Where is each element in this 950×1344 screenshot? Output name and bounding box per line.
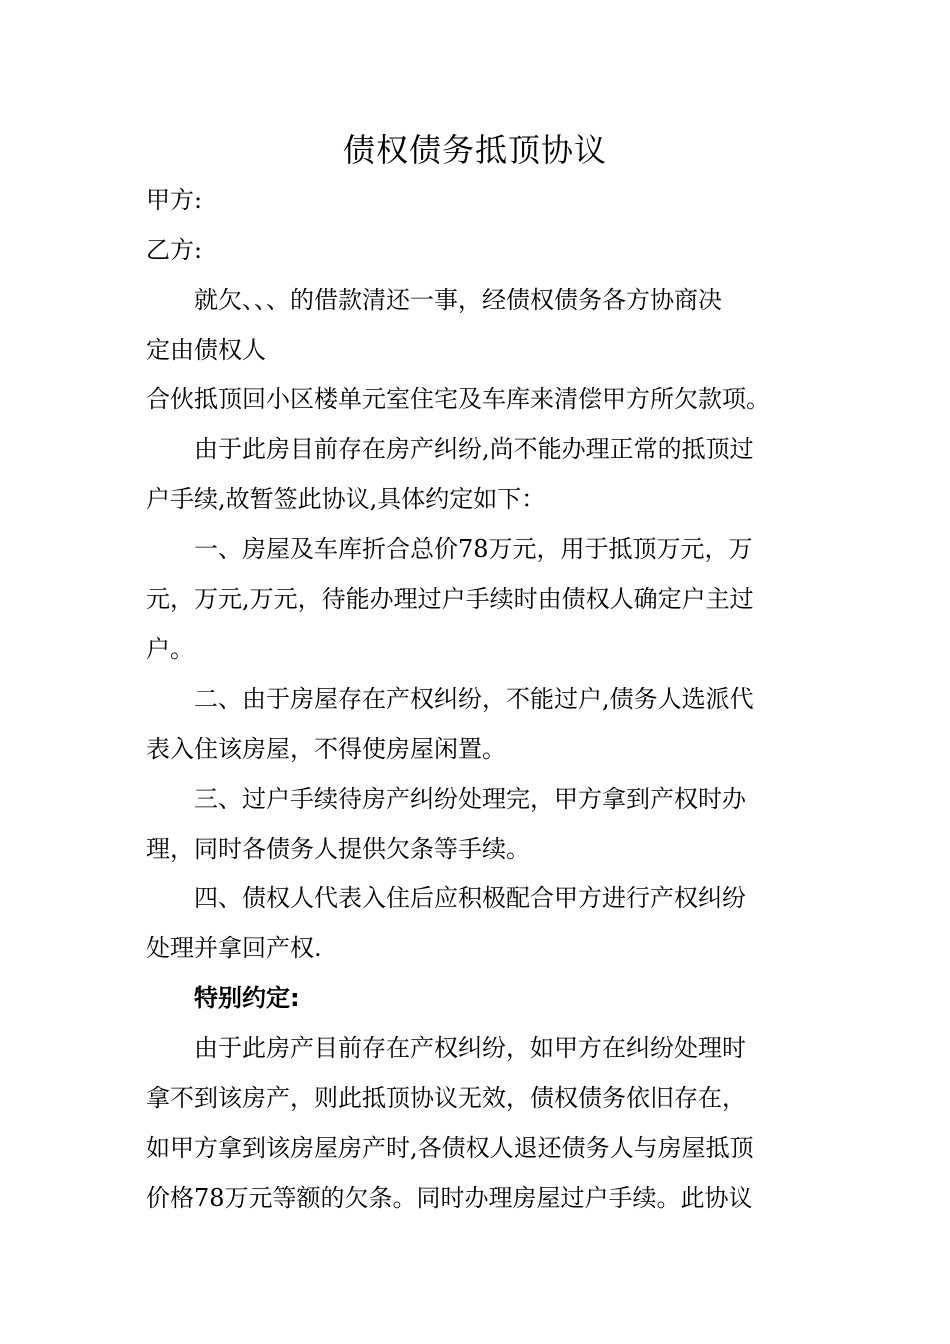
body-line: 如甲方拿到该房屋房产时,各债权人退还债务人与房屋抵顶 xyxy=(146,1134,754,1162)
body-line: 户手续,故暂签此协议,具体约定如下： xyxy=(146,485,546,513)
body-line: 表入住该房屋，不得使房屋闲置。 xyxy=(146,735,506,763)
party-b-label: 乙方: xyxy=(146,236,203,264)
body-line: 户。 xyxy=(146,635,194,663)
clause-1: 一、房屋及车库折合总价78万元，用于抵顶万元，万 xyxy=(194,535,753,563)
body-line: 就欠、、、的借款清还一事，经债权债务各方协商决 xyxy=(194,286,722,314)
body-line: 合伙抵顶回小区楼单元室住宅及车库来清偿甲方所欠款项。 xyxy=(146,385,770,413)
clause-3: 三、过户手续待房产纠纷处理完，甲方拿到产权时办 xyxy=(194,785,746,813)
special-terms-heading: 特别约定: xyxy=(194,984,300,1012)
clause-2: 二、由于房屋存在产权纠纷，不能过户,债务人选派代 xyxy=(194,685,754,713)
document-title: 债权债务抵顶协议 xyxy=(342,131,607,169)
body-line: 元，万元,万元，待能办理过户手续时由债权人确定户主过 xyxy=(146,585,754,613)
body-line: 由于此房目前存在房产纠纷,尚不能办理正常的抵顶过 xyxy=(194,435,754,463)
body-line: 价格78万元等额的欠条。同时办理房屋过户手续。此协议 xyxy=(146,1184,753,1212)
body-line: 拿不到该房产，则此抵顶协议无效，债权债务依旧存在， xyxy=(146,1084,746,1112)
clause-4: 四、债权人代表入住后应积极配合甲方进行产权纠纷 xyxy=(194,884,746,912)
body-line: 定由债权人 xyxy=(146,336,266,364)
party-a-label: 甲方: xyxy=(146,186,203,214)
body-line: 由于此房产目前存在产权纠纷，如甲方在纠纷处理时 xyxy=(194,1034,746,1062)
body-line: 理，同时各债务人提供欠条等手续。 xyxy=(146,835,530,863)
body-line: 处理并拿回产权. xyxy=(146,934,322,962)
